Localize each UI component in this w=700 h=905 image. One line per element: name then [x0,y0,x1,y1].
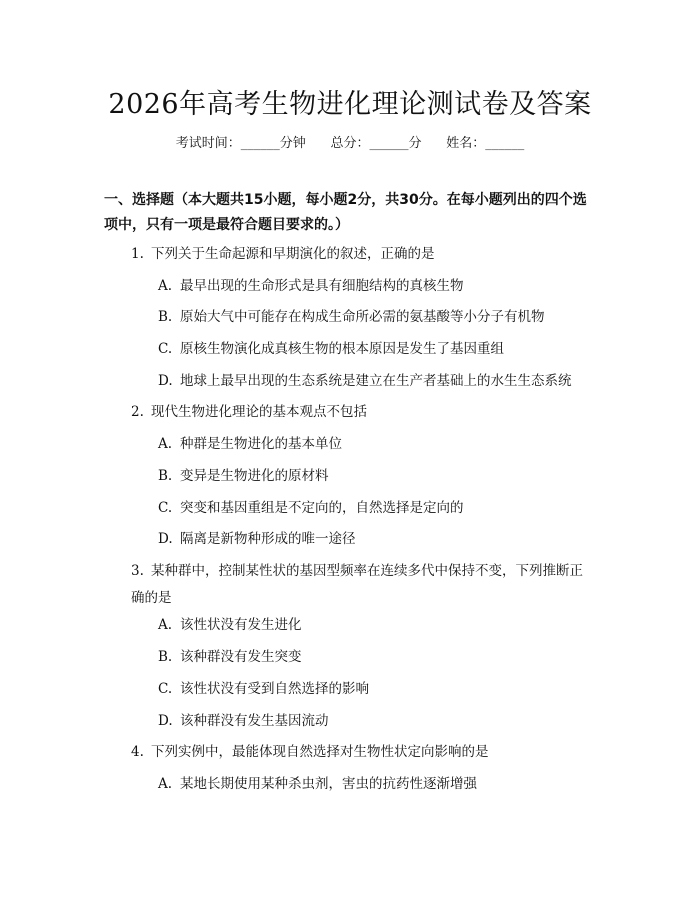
option-letter: A. [158,436,173,452]
option-text: 原始大气中可能存在构成生命所必需的氨基酸等小分子有机物 [180,309,545,325]
option-letter: C. [158,341,173,357]
question-stem [131,739,591,766]
option-text: 地球上最早出现的生态系统是建立在生产者基础上的水生生态系统 [180,373,572,389]
option-letter: D. [158,713,173,729]
option-text: 突变和基因重组是不定向的，自然选择是定向的 [180,500,464,516]
answer-option [158,774,598,794]
question-text: 某种群中，控制某性状的基因型频率在连续多代中保持不变，下列推断正确的是 [131,563,583,606]
option-text: 最早出现的生命形式是具有细胞结构的真核生物 [180,278,464,294]
answer-option [158,615,598,635]
answer-option [158,339,598,359]
question-text: 下列关于生命起源和早期演化的叙述，正确的是 [151,246,435,262]
option-text: 变异是生物进化的原材料 [180,468,329,484]
answer-option [158,529,598,549]
answer-option [158,434,598,454]
option-letter: B. [158,468,173,484]
option-text: 隔离是新物种形成的唯一途径 [180,531,356,547]
page-title: 2026年高考生物进化理论测试卷及答案 [108,89,592,120]
answer-option [158,711,598,731]
option-letter: A. [158,278,173,294]
option-letter: A. [158,776,173,792]
answer-option [158,679,598,699]
question-number: 3. [131,563,144,579]
option-letter: B. [158,649,173,665]
question-stem [131,399,591,426]
option-text: 该种群没有发生基因流动 [180,713,329,729]
question-text: 下列实例中，最能体现自然选择对生物性状定向影响的是 [151,744,489,760]
option-letter: D. [158,373,173,389]
question-text: 现代生物进化理论的基本观点不包括 [151,404,367,420]
answer-option [158,647,598,667]
option-letter: A. [158,617,173,633]
option-text: 种群是生物进化的基本单位 [180,436,342,452]
question-stem [131,241,591,268]
option-text: 原核生物演化成真核生物的根本原因是发生了基因重组 [180,341,504,357]
answer-option [158,466,598,486]
question-number: 4. [131,744,144,760]
answer-option [158,307,598,327]
option-text: 该性状没有发生进化 [180,617,302,633]
option-text: 某地长期使用某种杀虫剂，害虫的抗药性逐渐增强 [180,776,477,792]
answer-option [158,498,598,518]
answer-option [158,371,598,391]
answer-option [158,276,598,296]
option-letter: D. [158,531,173,547]
exam-info-line: 考试时间：______分钟 总分：______分 姓名：______ [175,136,525,151]
question-number: 2. [131,404,144,420]
option-letter: B. [158,309,173,325]
option-text: 该种群没有发生突变 [180,649,302,665]
option-letter: C. [158,500,173,516]
question-stem [131,558,591,612]
option-letter: C. [158,681,173,697]
option-text: 该性状没有受到自然选择的影响 [180,681,369,697]
question-number: 1. [131,246,144,262]
section-heading: 一、选择题（本大题共15小题，每小题2分，共30分。在每小题列出的四个选项中，只有一项是最符合题目要求的。） [104,192,587,233]
